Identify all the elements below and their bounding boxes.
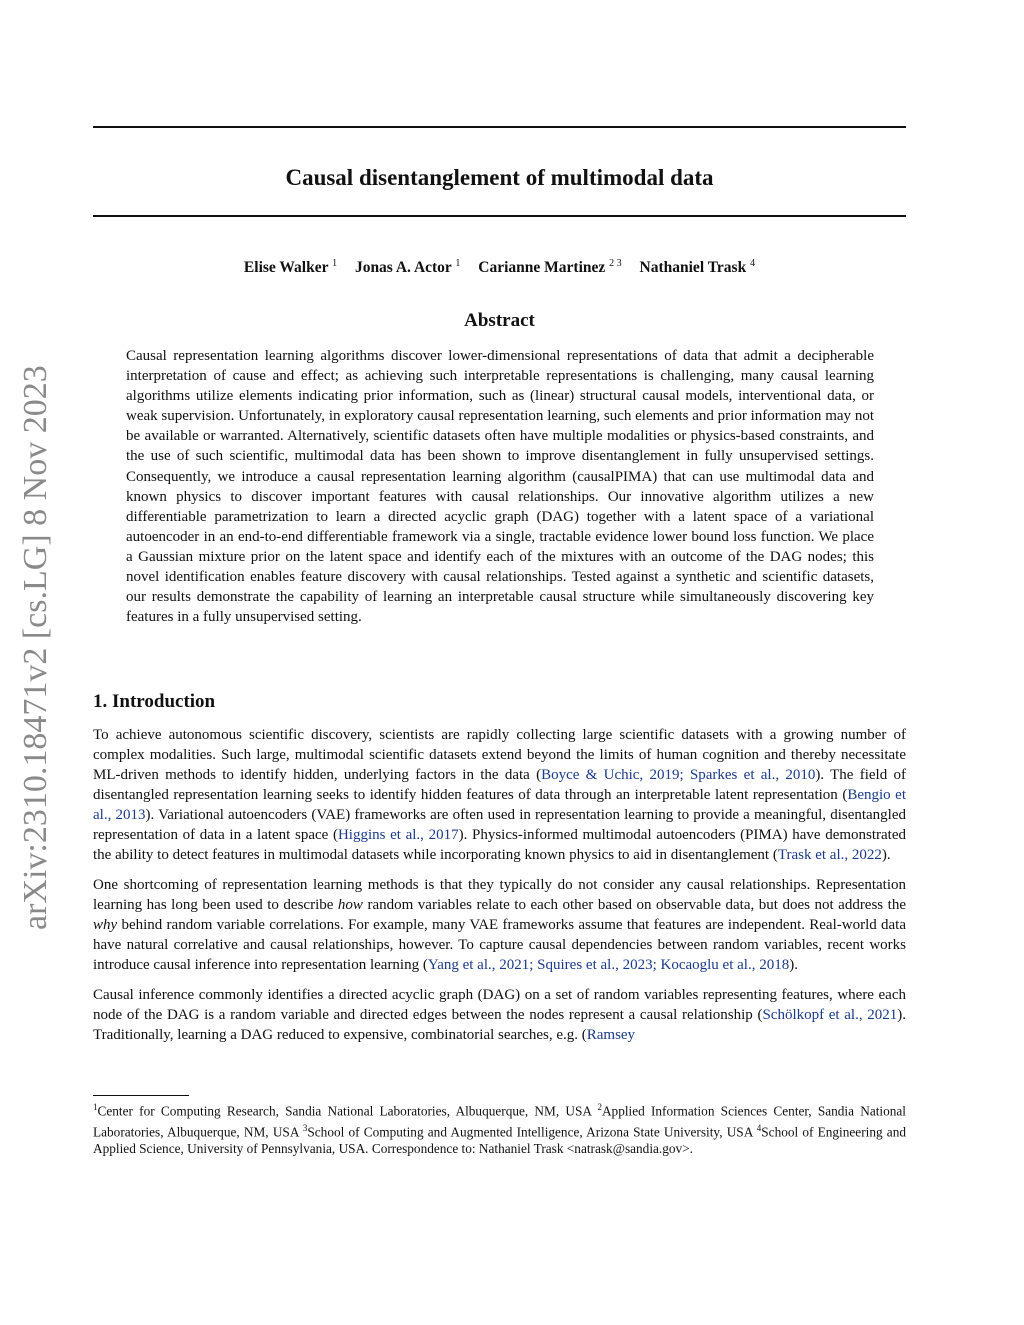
arxiv-stamp: arXiv:2310.18471v2 [cs.LG] 8 Nov 2023 (17, 365, 54, 930)
author: Elise Walker $^1$ (243, 258, 338, 277)
paragraph: To achieve autonomous scientific discovery, scientists are rapidly collecting large scientific datasets with a growing number of complex modalities. Such large, multimodal scientific datasets extend beyond the limits of human cognition and thereby necessitate ML-driven methods to identify hidden, underlying factors in the data (Boyce & Uchic, 2019; Sparkes et al., 2010). The field of disentangled representation learning seeks to identify hidden features of data through an interpretable latent representation (Bengio et al., 2013). Variational autoencoders (VAE) frameworks are often used in representation learning to provide a meaningful, disentangled representation of data in a latent space (Higgins et al., 2017). Physics-informed multimodal autoencoders (PIMA) have demonstrated the ability to detect features in multimodal datasets while incorporating known physics to aid in disentanglement (Trask et al., 2022). (93, 727, 907, 863)
citation-link[interactable]: Schölkopf et al., 2021 (762, 1007, 898, 1023)
footnote-rule (93, 1095, 189, 1096)
citation-link[interactable]: Yang et al., 2021; Squires et al., 2023; Kocaoglu et al., 2018 (427, 957, 790, 973)
author: Carianne Martinez $^{2 3}$ (478, 258, 622, 277)
section-heading-introduction: 1. Introduction (93, 691, 216, 712)
author: Nathaniel Trask $^4$ (639, 258, 756, 277)
paragraph: One shortcoming of representation learning methods is that they typically do not consider any causal relationships. Representation learning has long been used to describe how random variables relate to each other based on observable data, but does not address the why behind random variable correlations. For example, many VAE frameworks assume that features are independent. Real-world data have natural correlative and causal relationships, however. To capture causal dependencies between random variables, recent works introduce causal inference into representation learning (Yang et al., 2021; Squires et al., 2023; Kocaoglu et al., 2018). (93, 877, 906, 973)
affiliations-footnote: $^1$Center for Computing Research, Sandia National Laboratories, Albuquerque, NM, USA $^2$Applied Information Sciences Center, Sandia National Laboratories, Albuquerque, NM, USA $^3$School of Computing and Augmented Intelligence, Arizona State University, USA $^4$School of Engineering and Applied Science, University of Pennsylvania, USA. Correspondence to: Nathaniel Trask <natrask@sandia.gov>. (93, 1102, 907, 1157)
title-top-rule (93, 126, 906, 128)
citation-link[interactable]: Boyce & Uchic, 2019; Sparkes et al., 2010 (541, 767, 816, 783)
citation-link[interactable]: Bengio et al., 2013 (93, 787, 907, 823)
author: Jonas A. Actor $^1$ (354, 258, 461, 277)
author-list (93, 253, 906, 279)
abstract-text: Causal representation learning algorithms discover lower-dimensional representations of data that admit a decipherable interpretation of cause and effect; as achieving such interpretable representations is challenging, many causal learning algorithms utilize elements indicating prior information, such as (linear) structural causal models, interventional data, or weak supervision. Unfortunately, in exploratory causal representation learning, such elements and prior information may not be available or warranted. Alternatively, scientific datasets often have multiple modalities or physics-based constraints, and the use of such scientific, multimodal data has been shown to improve disentanglement in fully unsupervised settings. Consequently, we introduce a causal representation learning algorithm (causalPIMA) that can use multimodal data and known physics to discover important features with causal relationships. Our innovative algorithm utilizes a new differentiable parametrization to learn a directed acyclic graph (DAG) together with a latent space of a variational autoencoder in an end-to-end differentiable framework via a single, tractable evidence lower bound loss function. We place a Gaussian mixture prior on the latent space and identify each of the mixtures with an outcome of the DAG nodes; this novel identification enables feature discovery with causal relationships. Tested against a synthetic and scientific datasets, our results demonstrate the capability of learning an interpretable causal structure while simultaneously discovering key features in a fully unsupervised setting. (126, 348, 874, 626)
paragraph: Causal inference commonly identifies a directed acyclic graph (DAG) on a set of random variables representing features, where each node of the DAG is a random variable and directed edges between the nodes represent a causal relationship (Schölkopf et al., 2021). Traditionally, learning a DAG reduced to expensive, combinatorial searches, e.g. (Ramsey (93, 987, 906, 1043)
citation-link[interactable]: Higgins et al., 2017 (337, 827, 459, 843)
paper-title: Causal disentanglement of multimodal data (285, 165, 714, 190)
title-bottom-rule (93, 215, 906, 217)
citation-link[interactable]: Ramsey (586, 1027, 636, 1043)
introduction-body (93, 725, 906, 1055)
abstract-heading: Abstract (464, 310, 535, 331)
citation-link[interactable]: Trask et al., 2022 (777, 847, 882, 863)
